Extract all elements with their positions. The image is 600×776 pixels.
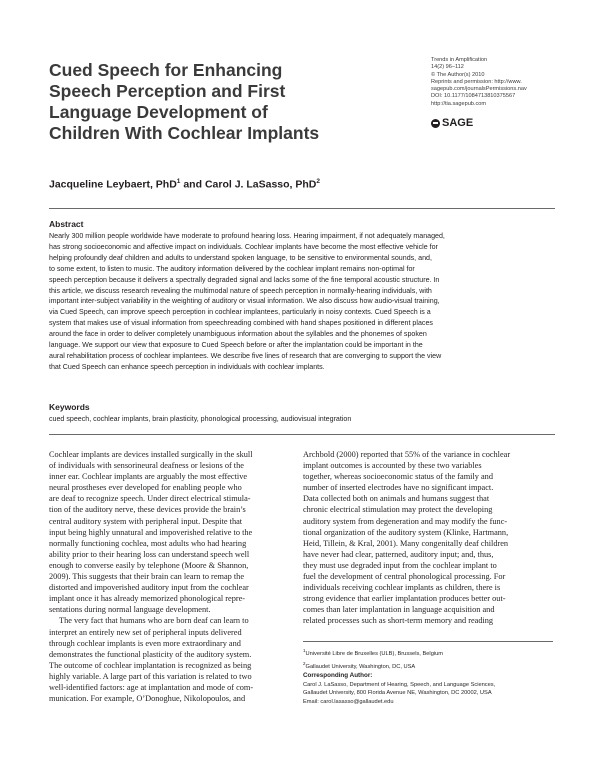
journal-meta — [431, 57, 591, 108]
body-line: fuel the development of central phonological processing. For — [303, 572, 506, 582]
reprints-link[interactable]: sagepub.com/journalsPermissions.nav — [431, 86, 527, 93]
footnote-rule — [303, 641, 553, 642]
body-line: of individuals with sensorineural deafness or lesions of the — [49, 461, 244, 471]
body-line: together, whereas socioeconomic status of the family and — [303, 472, 493, 482]
author-1-sup: 1 — [176, 178, 181, 185]
abstract-line: via Cued Speech, can improve speech perception in cochlear implantees, particularly in noisy contexts. Cued Speech is a — [49, 308, 431, 317]
body-line: are deaf to recognize speech. Under direct electrical stimula- — [49, 494, 251, 504]
body-line: number of inserted electrodes have no significant impact. — [303, 483, 494, 493]
abstract-line: system that makes use of visual information from speechreading combined with hand shapes positioned in different places — [49, 319, 433, 328]
reprints-line: Reprints and permission: http://www. — [431, 78, 522, 85]
corresponding-heading: Corresponding Author: — [303, 672, 373, 679]
keywords-text: cued speech, cochlear implants, brain plasticity, phonological processing, audiovisual integration — [49, 415, 352, 423]
journal-url[interactable]: http://tia.sagepub.com — [431, 100, 487, 107]
body-line: ability prior to their hearing loss can understand speech well — [49, 549, 250, 559]
author-line — [49, 178, 320, 191]
corresponding-email[interactable]: Email: carol.lasasso@gallaudet.edu — [303, 698, 394, 705]
body-line: neural prostheses ever developed for enabling people who — [49, 483, 242, 493]
body-line: implant once it has already memorized phonological repre- — [49, 594, 246, 604]
body-column-left — [49, 449, 292, 704]
body-line: highly variable. A large part of this variation is related to two — [49, 671, 252, 681]
abstract-line: speech perception because it delivers a spectrally degraded signal and lacks some of the fine temporal acoustic structure. In — [49, 275, 440, 284]
body-line: tion of the auditory nerve, these devices provide the brain’s — [49, 505, 246, 515]
affiliation-1: $^1$Université Libre de Bruxelles (ULB), Brussels, Belgium — [303, 648, 444, 657]
body-line: normally functioning cochlea, most adults who had hearing — [49, 538, 247, 548]
body-line: enough to converse easily by telephone (Moore & Shannon, — [49, 560, 249, 570]
publisher-name: SAGE — [442, 117, 474, 129]
abstract-line: this article, we discuss research revealing the multimodal nature of speech perception in normally-hearing individuals, with — [49, 286, 432, 295]
journal-name: Trends in Amplification — [431, 57, 488, 63]
body-line: The outcome of cochlear implantation is recognized as being — [49, 660, 252, 670]
affiliation-2: $^2$Gallaudet University, Washington, DC, USA — [303, 660, 416, 670]
article-title — [49, 60, 379, 144]
corresponding-address-2: Gallaudet University, 800 Florida Avenue NE, Washington, DC 20002, USA — [303, 690, 492, 696]
keywords-heading: Keywords — [49, 402, 90, 412]
body-line: Heid, Tillein, & Kral, 2001). Many congenitally deaf children — [303, 538, 509, 548]
body-line: sentations during normal language development. — [49, 605, 211, 615]
doi: DOI: 10.1177/1084713810375567 — [431, 93, 516, 100]
title-line: Speech Perception and First — [49, 81, 286, 101]
abstract-line: that Cued Speech can enhance speech perception in individuals with cochlear implants. — [49, 362, 325, 371]
abstract-heading: Abstract — [49, 219, 84, 229]
body-line: Data collected both on animals and humans suggest that — [303, 494, 490, 504]
body-line: have never had clear, patterned, auditory input; and, thus, — [303, 549, 494, 559]
author-conjunction: and — [180, 178, 205, 191]
body-line: munication. For example, O’Donoghue, Nikolopoulos, and — [49, 694, 246, 704]
title-line: Language Development of — [49, 102, 268, 122]
author-1: Jacqueline Leybaert, PhD — [49, 178, 177, 191]
body-line: The very fact that humans who are born deaf can learn to — [59, 616, 249, 626]
body-line: 2009). This suggests that their brain can learn to remap the — [49, 572, 245, 582]
body-line: Archbold (2000) reported that 55% of the variance in cochlear — [303, 450, 511, 459]
abstract-body — [49, 231, 555, 373]
body-line: individuals receiving cochlear implants as children, there is — [303, 583, 501, 593]
author-2: Carol J. LaSasso, PhD — [204, 178, 317, 191]
body-line: demonstrates the functional plasticity of the auditory system. — [49, 649, 252, 659]
sage-logo-icon — [431, 119, 440, 128]
body-line: related processes such as short-term memory and reading — [303, 616, 494, 626]
body-line: inner ear. Cochlear implants are arguably the most effective — [49, 472, 248, 482]
abstract-line: has strong socioeconomic and affective impact on individuals. Cochlear implants have become the most effective vehicle for — [49, 242, 438, 251]
title-line: Children With Cochlear Implants — [49, 123, 320, 143]
body-line: interpret an entirely new set of peripheral inputs delivered — [49, 627, 242, 637]
body-line: well-identified factors: age at implantation and mode of com- — [49, 682, 254, 692]
body-line: central auditory system with peripheral input. Despite that — [49, 516, 243, 526]
divider — [49, 208, 555, 209]
body-line: they must use degraded input from the cochlear implant to — [303, 560, 497, 570]
journal-volume: 14(2) 96–112 — [431, 64, 464, 71]
body-line: strong evidence that earlier implantation produces better out- — [303, 594, 506, 604]
corresponding-address-1: Carol J. LaSasso, Department of Hearing, Speech, and Language Sciences, — [303, 681, 496, 688]
copyright: © The Author(s) 2010 — [431, 71, 485, 78]
abstract-line: language. We support our view that exposure to Cued Speech before or after the implantation could be important in the — [49, 341, 423, 350]
body-line: through cochlear implants is even more extraordinary and — [49, 638, 241, 648]
affiliations — [303, 646, 563, 672]
author-2-sup: 2 — [316, 178, 321, 185]
body-column-right — [303, 449, 546, 627]
body-line: input being highly unnatural and impoverished relative to the — [49, 527, 253, 537]
abstract-line: around the face in order to deliver completely unambiguous information about the syllables and the phonemes of spoken — [49, 330, 427, 339]
abstract-line: Nearly 300 million people worldwide have moderate to profound hearing loss. Hearing impairment, if not adequately managed, — [49, 232, 445, 240]
body-line: tional organization of the auditory system (Klinke, Hartmann, — [303, 527, 509, 537]
divider — [49, 434, 555, 435]
title-line: Cued Speech for Enhancing — [49, 60, 283, 80]
body-line: distorted and impoverished auditory input from the cochlear — [49, 583, 249, 593]
abstract-line: important inter-subject variability in the weighting of auditory or visual information. We also discuss how audio-visual training, — [49, 297, 440, 306]
sage-logo — [431, 117, 473, 129]
abstract-line: helping profoundly deaf children and adults to understand spoken language, to be sensitive to environmental sounds, and, — [49, 253, 432, 262]
abstract-line: to some extent, to listen to music. The auditory information delivered by the cochlear implant remains non-optimal for — [49, 264, 415, 273]
body-line: implant outcomes is accounted by these two variables — [303, 461, 482, 471]
body-line: Cochlear implants are devices installed surgically in the skull — [49, 450, 253, 459]
corresponding-author — [303, 672, 573, 706]
body-line: auditory system from degeneration and may modify the func- — [303, 516, 508, 526]
body-line: comes than later implantation in language acquisition and — [303, 605, 495, 615]
abstract-line: aural rehabilitation process of cochlear implantees. We describe five lines of research that are converging to support the view — [49, 351, 442, 360]
body-line: chronic electrical stimulation may protect the developing — [303, 505, 493, 515]
